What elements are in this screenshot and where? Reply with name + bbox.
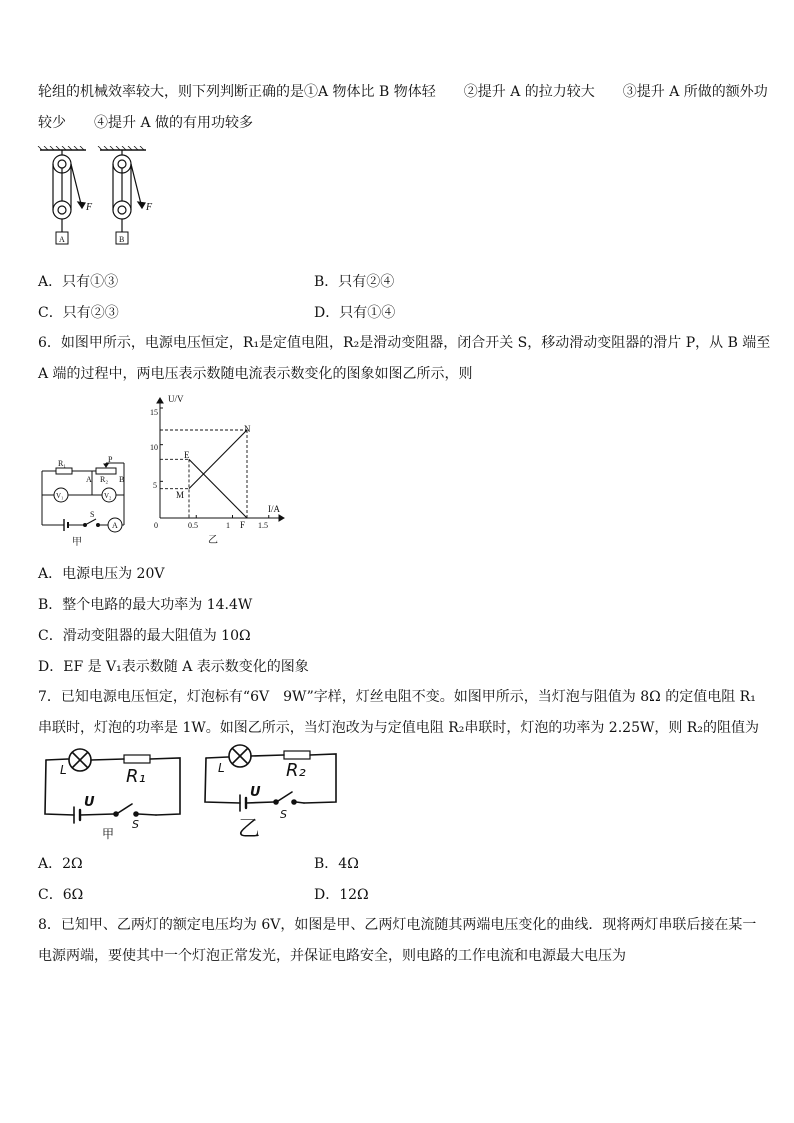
- q5-option-b: B．只有②④: [314, 274, 395, 290]
- q5-option-a: A．只有①③: [38, 274, 119, 290]
- q6-option-a: A．电源电压为 20V: [38, 566, 165, 582]
- x-tick-0-5: 0.5: [188, 521, 198, 530]
- q5-text-line1: 轮组的机械效率较大，则下列判断正确的是①A 物体比 B 物体轻 ②提升 A 的拉力较大 ③提升 A 所做的额外功: [38, 84, 768, 100]
- point-label-m: M: [176, 490, 185, 500]
- point-label-e: E: [184, 450, 190, 460]
- force-label-f: F: [86, 202, 93, 213]
- q6-graph: [140, 390, 296, 548]
- label-b-end: B: [119, 475, 125, 484]
- ammeter-a: A: [112, 521, 118, 530]
- q7-option-b: B．4Ω: [314, 856, 359, 872]
- fig1-caption: 甲: [102, 827, 115, 840]
- x-tick-0: 0: [154, 521, 158, 530]
- label-a-end: A: [86, 475, 92, 484]
- q7-option-a: A．2Ω: [38, 856, 83, 872]
- series-line-ef: [189, 459, 247, 518]
- label-r1: R₁: [58, 459, 67, 468]
- fig2-label-l: L: [218, 761, 225, 775]
- caption-jia: 甲: [72, 537, 82, 547]
- q7-circuit-yi: [200, 740, 346, 842]
- fig2-label-u: U: [250, 785, 261, 800]
- x-axis-label: I/A: [268, 504, 280, 514]
- q5-option-c: C．只有②③: [38, 305, 119, 321]
- y-tick-5: 5: [153, 481, 157, 490]
- q5-text-line2: 较少 ④提升 A 做的有用功较多: [38, 115, 254, 131]
- x-axis-arrow: [279, 515, 284, 521]
- point-label-f: F: [240, 520, 246, 530]
- q7-option-d: D．12Ω: [314, 887, 369, 903]
- fig2-label-s: S: [280, 808, 287, 821]
- q8-text-line2: 电源两端，要使其中一个灯泡正常发光，并保证电路安全，则电路的工作电流和电源最大电压为: [38, 948, 626, 964]
- y-axis-label: U/V: [168, 394, 184, 404]
- x-tick-1-5: 1.5: [258, 521, 268, 530]
- label-p: P: [108, 455, 113, 464]
- q6-option-d: D．EF 是 V₁表示数随 A 表示数变化的图象: [38, 659, 309, 675]
- fig2-label-r2: R₂: [286, 760, 306, 781]
- q6-text-line1: 6．如图甲所示，电源电压恒定，R₁是定值电阻，R₂是滑动变阻器，闭合开关 S，移动滑动变阻器的滑片 P，从 B 端至: [38, 335, 771, 351]
- pulley-system-a: [38, 146, 86, 244]
- box-label-b: B: [119, 235, 125, 244]
- y-tick-15: 15: [150, 408, 158, 417]
- label-r2: R₂: [100, 475, 109, 484]
- x-tick-1: 1: [226, 521, 230, 530]
- fig2-caption: 乙: [238, 816, 261, 841]
- pulley-system-b: [98, 146, 146, 244]
- voltmeter-v1: V₁: [56, 492, 64, 500]
- force-label-f-b: F: [146, 202, 153, 213]
- fig1-label-l: L: [60, 763, 67, 777]
- q6-option-c: C．滑动变阻器的最大阻值为 10Ω: [38, 628, 251, 644]
- q6-option-b: B．整个电路的最大功率为 14.4W: [38, 597, 253, 613]
- q6-text-line2: A 端的过程中，两电压表示数随电流表示数变化的图象如图乙所示，则: [38, 366, 473, 382]
- series-line-mn: [189, 430, 247, 489]
- q7-text-line1: 7．已知电源电压恒定，灯泡标有“6V 9W”字样，灯丝电阻不变。如图甲所示，当灯泡与阻值为 8Ω 的定值电阻 R₁: [38, 689, 756, 705]
- caption-yi: 乙: [208, 535, 218, 546]
- point-label-n: N: [244, 424, 251, 434]
- q7-circuit-jia: [38, 744, 184, 840]
- box-label-a: A: [59, 235, 65, 244]
- y-tick-10: 10: [150, 443, 158, 452]
- q7-text-line2: 串联时，灯泡的功率是 1W。如图乙所示，当灯泡改为与定值电阻 R₂串联时，灯泡的功率为 2.25W，则 R₂的阻值为: [38, 720, 759, 736]
- q7-option-c: C．6Ω: [38, 887, 84, 903]
- fig1-label-s: S: [132, 818, 139, 831]
- voltmeter-v2: V₂: [104, 492, 112, 500]
- label-switch-s: S: [90, 510, 95, 519]
- q5-option-d: D．只有①④: [314, 305, 396, 321]
- q8-text-line1: 8．已知甲、乙两灯的额定电压均为 6V，如图是甲、乙两灯电流随其两端电压变化的曲线．现将两灯串联后接在某一: [38, 917, 757, 933]
- y-axis-arrow: [157, 398, 163, 403]
- pulley-figure: [36, 146, 176, 252]
- fig1-label-r1: R₁: [126, 766, 146, 787]
- q6-circuit-diagram: [36, 455, 136, 547]
- fig1-label-u: U: [84, 795, 95, 810]
